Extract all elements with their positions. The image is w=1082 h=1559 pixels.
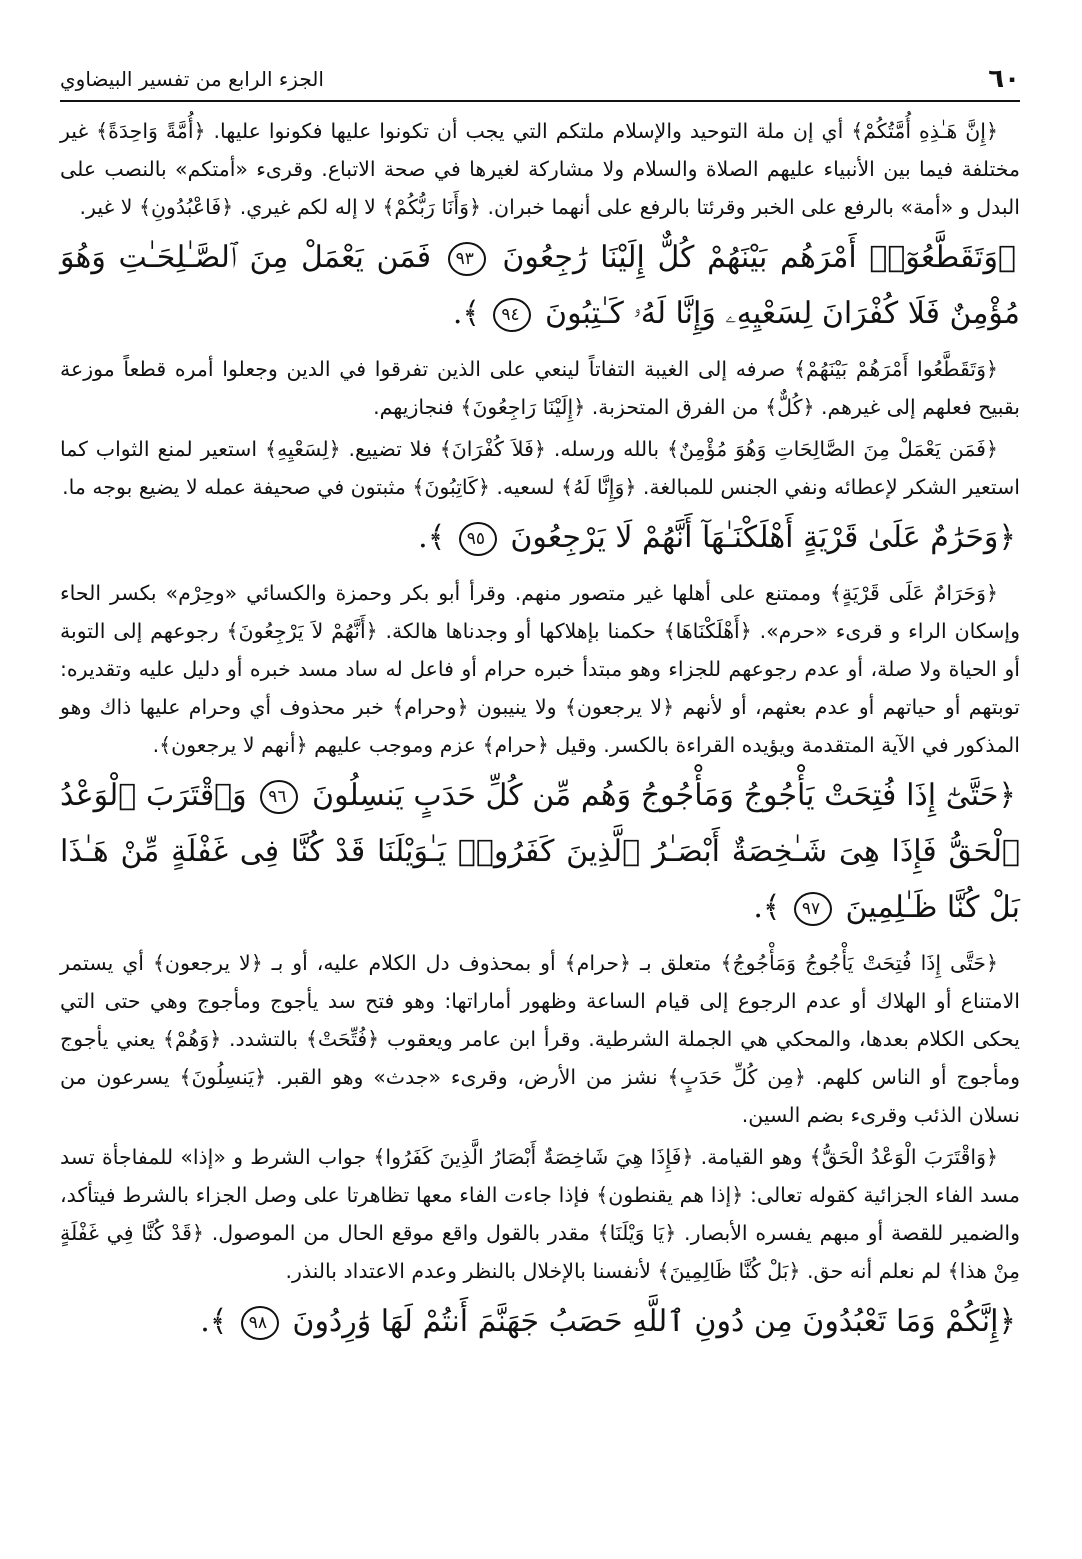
quran-verse xyxy=(60,230,1020,342)
quran-verse xyxy=(60,510,1020,566)
verse-text: فَمَن يَعْمَلْ مِنَ ٱلصَّـٰلِحَـٰتِ وَهُوَ مُؤْمِنٌ فَلَا كُفْرَانَ لِسَعْيِهِۦ وَإِنَّا لَهُۥ كَـٰتِبُونَ xyxy=(60,240,1020,331)
verse-number-marker: ٩٤ xyxy=(493,298,531,332)
verse-number-marker: ٩٥ xyxy=(459,522,497,556)
verse-end: ﴾. xyxy=(200,1304,228,1339)
verse-text: وَٱقْتَرَبَ ٱلْوَعْدُ ٱلْحَقُّ فَإِذَا هِىَ شَـٰخِصَةٌ أَبْصَـٰرُ ٱلَّذِينَ كَفَرُوا۟ يَـٰوَيْلَنَا قَدْ كُنَّا فِى غَفْلَةٍ مِّنْ هَـٰذَا بَلْ كُنَّا ظَـٰلِمِينَ xyxy=(60,778,1020,925)
verse-text: ﴿وَحَرَٰمٌ عَلَىٰ قَرْيَةٍ أَهْلَكْنَـٰهَآ أَنَّهُمْ لَا يَرْجِعُونَ xyxy=(510,520,1016,555)
verse-number-marker: ٩٦ xyxy=(260,780,298,814)
quran-verse xyxy=(60,768,1020,936)
running-title: الجزء الرابع من تفسير البيضاوي xyxy=(60,67,324,91)
verse-end: ﴾. xyxy=(418,520,446,555)
verse-text: ﴿حَتَّىٰٓ إِذَا فُتِحَتْ يَأْجُوجُ وَمَأْجُوجُ وَهُم مِّن كُلِّ حَدَبٍ يَنسِلُونَ xyxy=(312,778,1016,813)
page-header xyxy=(60,58,1020,102)
verse-number-marker: ٩٨ xyxy=(241,1306,279,1340)
verse-number-marker: ٩٧ xyxy=(794,892,832,926)
commentary-paragraph: ﴿وَحَرَامٌ عَلَى قَرْيَةٍ﴾ وممتنع على أهلها غير متصور منهم. وقرأ أبو بكر وحمزة والكسائي «وحِرْم» بكسر الحاء وإسكان الراء و قرىء «حرم». ﴿أَهْلَكْنَاهَا﴾ حكمنا بإهلاكها أو وجدناها هالكة. ﴿أَنَّهُمْ لاَ يَرْجِعُونَ﴾ رجوعهم إلى التوبة أو الحياة ولا صلة، أو عدم رجوعهم للجزاء وهو مبتدأ خبره حرام أو فاعل له ساد مسد خبره أو دليل عليه وتقديره: توبتهم أو حياتهم أو عدم بعثهم، أو لأنهم ﴿لا يرجعون﴾ ولا ينيبون ﴿وحرام﴾ خبر محذوف أي وحرام عليها ذاك وهو المذكور في الآية المتقدمة ويؤيده القراءة بالكسر. وقيل ﴿حرام﴾ عزم وموجب عليهم ﴿أنهم لا يرجعون﴾. xyxy=(60,581,1020,757)
verse-end: ﴾. xyxy=(452,296,480,331)
commentary-paragraph: ﴿وَاقْتَرَبَ الْوَعْدُ الْحَقُّ﴾ وهو القيامة. ﴿فَإِذَا هِيَ شَاخِصَةٌ أَبْصَارُ الَّذِينَ كَفَرُوا﴾ جواب الشرط و «إذا» للمفاجأة تسد مسد الفاء الجزائية كقوله تعالى: ﴿إذا هم يقنطون﴾ فإذا جاءت الفاء معها تظاهرتا على وصل الجزاء بالشرط فيتأكد، والضمير للقصة أو مبهم يفسره الأبصار. ﴿يَا وَيْلَنَا﴾ مقدر بالقول واقع موقع الحال من الموصول. ﴿قَدْ كُنَّا فِي غَفْلَةٍ مِنْ هذا﴾ لم نعلم أنه حق. ﴿بَلْ كُنَّا ظَالِمِينَ﴾ لأنفسنا بالإخلال بالنظر وعدم الاعتداد بالنذر. xyxy=(60,1145,1020,1283)
commentary-paragraph: ﴿حَتَّى إِذَا فُتِحَتْ يَأْجُوجُ وَمَأْجُوجُ﴾ متعلق بـ ﴿حرام﴾ أو بمحذوف دل الكلام عليه، أو بـ ﴿لا يرجعون﴾ أي يستمر الامتناع أو الهلاك أو عدم الرجوع إلى قيام الساعة وظهور أماراتها: وهو فتح سد يأجوج ومأجوج وهي حتى التي يحكى الكلام بعدها، والمحكي هي الجملة الشرطية. وقرأ ابن عامر ويعقوب ﴿فُتِّحَتْ﴾ بالتشدد. ﴿وَهُمْ﴾ يعني يأجوج ومأجوج أو الناس كلهم. ﴿مِن كُلِّ حَدَبٍ﴾ نشز من الأرض، وقرىء «جدث» وهو القبر. ﴿يَنسِلُونَ﴾ يسرعون من نسلان الذئب وقرىء بضم السين. xyxy=(60,951,1020,1127)
verse-end: ﴾. xyxy=(753,890,781,925)
page-number: ٦٠ xyxy=(988,64,1020,94)
commentary-paragraph: ﴿إِنَّ هَـٰذِهِ أُمَّتُكُمْ﴾ أي إن ملة التوحيد والإسلام ملتكم التي يجب أن تكونوا عليها فكونوا عليها. ﴿أُمَّةً وَاحِدَةً﴾ غير مختلفة فيما بين الأنبياء عليهم الصلاة والسلام ولا مشاركة لغيرها في صحة الاتباع. وقرىء «أمتكم» بالنصب على البدل و «أمة» بالرفع على الخبر وقرئتا بالرفع على أنهما خبران. ﴿وَأَنَا رَبُّكُمْ﴾ لا إله لكم غيري. ﴿فَاعْبُدُونِ﴾ لا غير. xyxy=(60,119,1020,219)
verse-text: ﴿وَتَقَطَّعُوٓا۟ أَمْرَهُم بَيْنَهُمْ كُلٌّ إِلَيْنَا رَٰجِعُونَ xyxy=(502,240,1016,275)
page-content xyxy=(60,112,1020,1358)
commentary-paragraph: ﴿فَمَن يَعْمَلْ مِنَ الصَّالِحَاتِ وَهُوَ مُؤْمِنٌ﴾ بالله ورسله. ﴿فَلاَ كُفْرَانَ﴾ فلا تضييع. ﴿لِسَعْيِهِ﴾ استعير لمنع الثواب كما استعير الشكر لإعطائه ونفي الجنس للمبالغة. ﴿وَإِنَّا لَهُ﴾ لسعيه. ﴿كَاتِبُونَ﴾ مثبتون في صحيفة عمله لا يضيع بوجه ما. xyxy=(60,437,1020,499)
commentary-paragraph: ﴿وَتَقَطَّعُوا أَمْرَهُمْ بَيْنَهُمْ﴾ صرفه إلى الغيبة التفاتاً لينعي على الذين تفرقوا في الدين وجعلوا أمره قطعاً موزعة بقبيح فعلهم إلى غيرهم. ﴿كُلٌّ﴾ من الفرق المتحزبة. ﴿إِلَيْنَا رَاجِعُونَ﴾ فنجازيهم. xyxy=(60,357,1020,419)
quran-verse xyxy=(60,1294,1020,1350)
verse-text: ﴿إِنَّكُمْ وَمَا تَعْبُدُونَ مِن دُونِ ٱللَّهِ حَصَبُ جَهَنَّمَ أَنتُمْ لَهَا وَٰرِدُونَ xyxy=(292,1304,1016,1339)
verse-number-marker: ٩٣ xyxy=(448,242,486,276)
